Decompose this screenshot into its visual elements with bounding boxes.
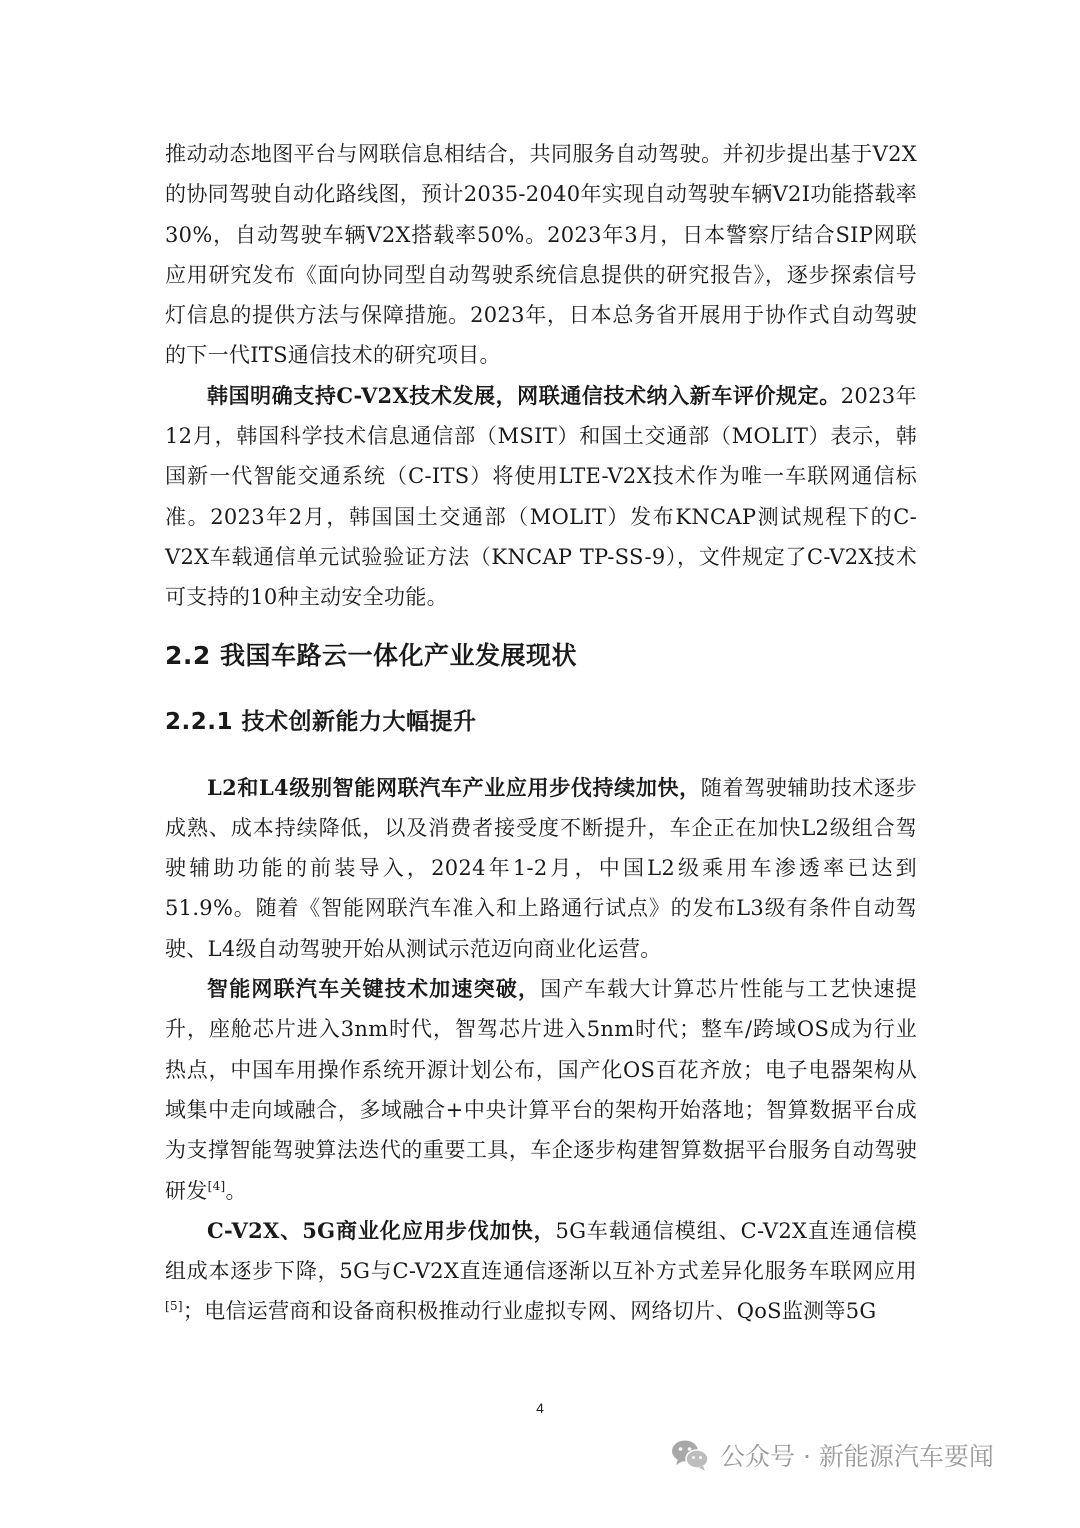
paragraph-cv2x-5g bbox=[165, 1211, 917, 1332]
paragraph-tail: ；电信运营商和设备商积极推动行业虚拟专网、网络切片、QoS监测等5G bbox=[182, 1299, 877, 1324]
watermark-text: 公众号 · 新能源汽车要闻 bbox=[720, 1442, 994, 1471]
citation-ref[interactable]: [4] bbox=[207, 1178, 226, 1193]
subsection-heading: 2.2.1 技术创新能力大幅提升 bbox=[165, 708, 477, 735]
paragraph-lead: L2和L4级别智能网联汽车产业应用步伐持续加快， bbox=[207, 774, 701, 800]
citation-ref[interactable]: [5] bbox=[165, 1299, 183, 1314]
document-page bbox=[165, 134, 917, 1332]
paragraph-text: 推动动态地图平台与网联信息相结合，共同服务自动驾驶。并初步提出基于V2X的协同驾驶自动化路线图，预计2035-2040年实现自动驾驶车辆V2I功能搭载率30%，自动驾驶车辆V2X搭载率50%。2023年3月，日本警察厅结合SIP网联应用研究发布《面向协同型自动驾驶系统信息提供的研究报告》，逐步探索信号灯信息的提供方法与保障措施。2023年，日本总务省开展用于协作式自动驾驶的下一代ITS通信技术的研究项目。 bbox=[165, 142, 917, 368]
section-heading: 2.2 我国车路云一体化产业发展现状 bbox=[165, 640, 577, 670]
paragraph-text: 5G车载通信模组、C-V2X直连通信模组成本逐步下降，5G与C-V2X直连通信逐渐以互补方式差异化服务车联网应用 bbox=[165, 1218, 917, 1284]
paragraph-tail: 。 bbox=[225, 1178, 247, 1203]
paragraph-japan-continuation bbox=[165, 134, 917, 376]
paragraph-lead: 韩国明确支持C-V2X技术发展，网联通信技术纳入新车评价规定。 bbox=[207, 382, 841, 408]
paragraph-text: 随着驾驶辅助技术逐步成熟、成本持续降低，以及消费者接受度不断提升，车企正在加快L2级组合驾驶辅助功能的前装导入，2024年1-2月，中国L2级乘用车渗透率已达到51.9%。随着《智能网联汽车准入和上路通行试点》的发布L3级有条件自动驾驶、L4级自动驾驶开始从测试示范迈向商业化运营。 bbox=[165, 775, 918, 961]
paragraph-lead: C-V2X、5G商业化应用步伐加快， bbox=[207, 1217, 556, 1243]
paragraph-korea bbox=[165, 376, 917, 618]
wechat-icon bbox=[670, 1438, 710, 1472]
paragraph-l2-l4 bbox=[165, 768, 917, 969]
page-number: 4 bbox=[536, 1400, 544, 1416]
paragraph-lead: 智能网联汽车关键技术加速突破， bbox=[207, 976, 541, 1002]
paragraph-text: 2023年12月，韩国科学技术信息通信部（MSIT）和国土交通部（MOLIT）表示，韩国新一代智能交通系统（C-ITS）将使用LTE-V2X技术作为唯一车联网通信标准。2023年2月，韩国国土交通部（MOLIT）发布KNCAP测试规程下的C-V2X车载通信单元试验验证方法（KNCAP TP-SS-9），文件规定了C-V2X技术可支持的10种主动安全功能。 bbox=[165, 383, 917, 610]
watermark bbox=[670, 1432, 994, 1478]
paragraph-key-tech bbox=[165, 969, 917, 1211]
paragraph-text: 国产车载大计算芯片性能与工艺快速提升，座舱芯片进入3nm时代，智驾芯片进入5nm时代；整车/跨域OS成为行业热点，中国车用操作系统开源计划公布，国产化OS百花齐放；电子电器架构从域集中走向域融合，多域融合+中央计算平台的架构开始落地；智算数据平台成为支撑智能驾驶算法迭代的重要工具，车企逐步构建智算数据平台服务自动驾驶研发 bbox=[165, 977, 918, 1203]
